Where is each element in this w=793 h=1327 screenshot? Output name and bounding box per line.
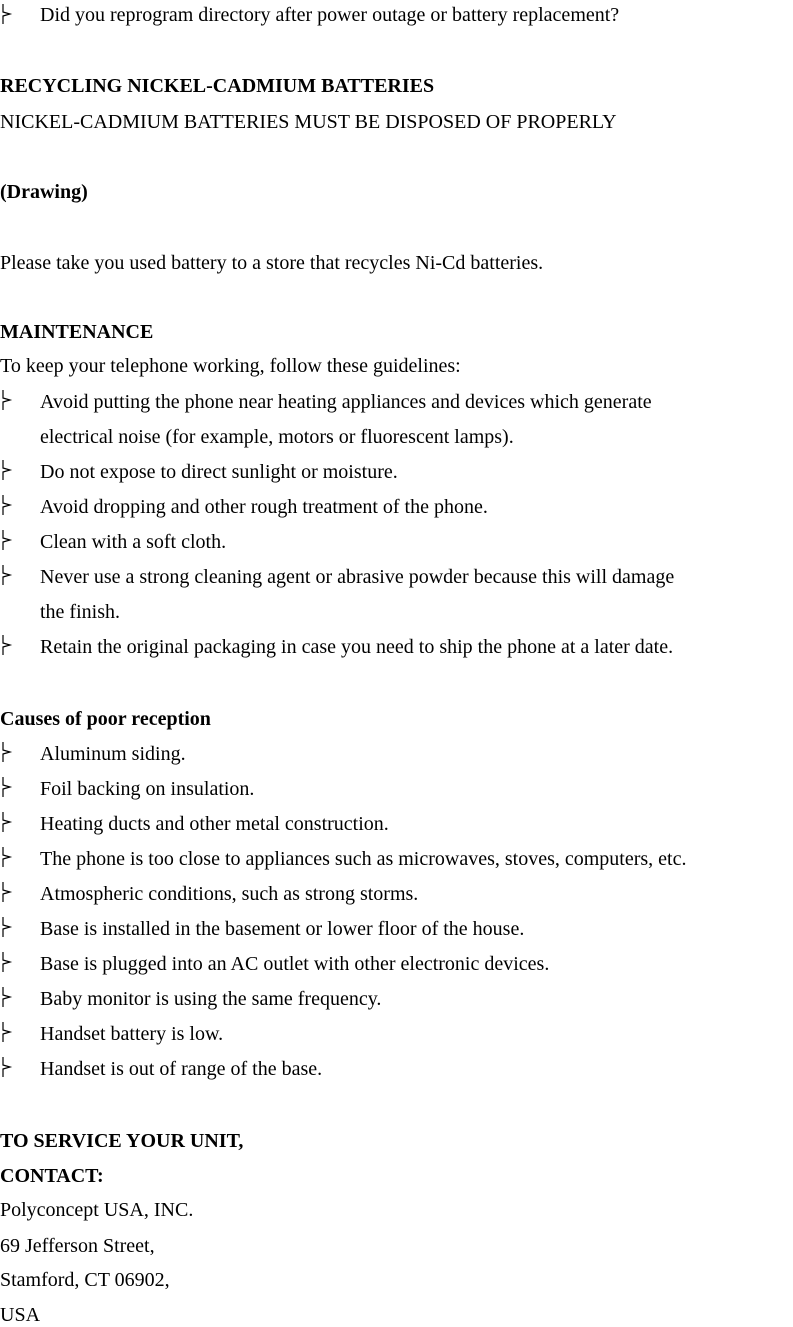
bullet-icon <box>0 529 14 551</box>
bullet-icon <box>0 741 14 763</box>
bullet-icon <box>0 459 14 481</box>
list-item: Handset battery is low. <box>40 1023 224 1045</box>
bullet-icon <box>0 1021 14 1043</box>
bullet-icon <box>0 846 14 868</box>
list-item: Base is plugged into an AC outlet with other electronic devices. <box>40 953 550 975</box>
bullet-icon <box>0 1056 14 1078</box>
bullet-icon <box>0 916 14 938</box>
list-item: Did you reprogram directory after power outage or battery replacement? <box>40 4 620 26</box>
bullet-icon <box>0 776 14 798</box>
recycling-instruction: Please take you used battery to a store that recycles Ni-Cd batteries. <box>0 252 544 274</box>
reception-heading: Causes of poor reception <box>0 708 211 730</box>
list-item: Avoid dropping and other rough treatment of the phone. <box>40 496 488 518</box>
recycling-subheading: NICKEL-CADMIUM BATTERIES MUST BE DISPOSED OF PROPERLY <box>0 111 617 133</box>
street-address: 69 Jefferson Street, <box>0 1235 155 1257</box>
list-item: The phone is too close to appliances such as microwaves, stoves, computers, etc. <box>40 848 687 870</box>
bullet-icon <box>0 389 14 411</box>
list-item-continuation: electrical noise (for example, motors or fluorescent lamps). <box>40 426 514 448</box>
service-heading: TO SERVICE YOUR UNIT, <box>0 1130 244 1152</box>
bullet-icon <box>0 811 14 833</box>
bullet-icon <box>0 494 14 516</box>
bullet-icon <box>0 951 14 973</box>
list-item: Base is installed in the basement or lower floor of the house. <box>40 918 525 940</box>
list-item: Atmospheric conditions, such as strong storms. <box>40 883 419 905</box>
list-item-continuation: the finish. <box>40 601 120 623</box>
country: USA <box>0 1304 41 1326</box>
list-item: Foil backing on insulation. <box>40 778 255 800</box>
company-name: Polyconcept USA, INC. <box>0 1199 194 1221</box>
list-item: Heating ducts and other metal construction. <box>40 813 389 835</box>
city-address: Stamford, CT 06902, <box>0 1269 170 1291</box>
bullet-icon <box>0 3 14 25</box>
list-item: Avoid putting the phone near heating appliances and devices which generate <box>40 391 652 413</box>
bullet-icon <box>0 881 14 903</box>
bullet-icon <box>0 634 14 656</box>
bullet-icon <box>0 564 14 586</box>
list-item: Do not expose to direct sunlight or moisture. <box>40 461 398 483</box>
list-item: Baby monitor is using the same frequency. <box>40 988 382 1010</box>
list-item: Retain the original packaging in case you need to ship the phone at a later date. <box>40 636 674 658</box>
contact-heading: CONTACT: <box>0 1165 104 1187</box>
list-item: Aluminum siding. <box>40 743 186 765</box>
list-item: Clean with a soft cloth. <box>40 531 227 553</box>
drawing-placeholder: (Drawing) <box>0 181 88 203</box>
recycling-heading: RECYCLING NICKEL-CADMIUM BATTERIES <box>0 75 435 97</box>
maintenance-intro: To keep your telephone working, follow these guidelines: <box>0 355 461 377</box>
bullet-icon <box>0 986 14 1008</box>
list-item: Never use a strong cleaning agent or abrasive powder because this will damage <box>40 566 675 588</box>
list-item: Handset is out of range of the base. <box>40 1058 323 1080</box>
maintenance-heading: MAINTENANCE <box>0 321 154 343</box>
